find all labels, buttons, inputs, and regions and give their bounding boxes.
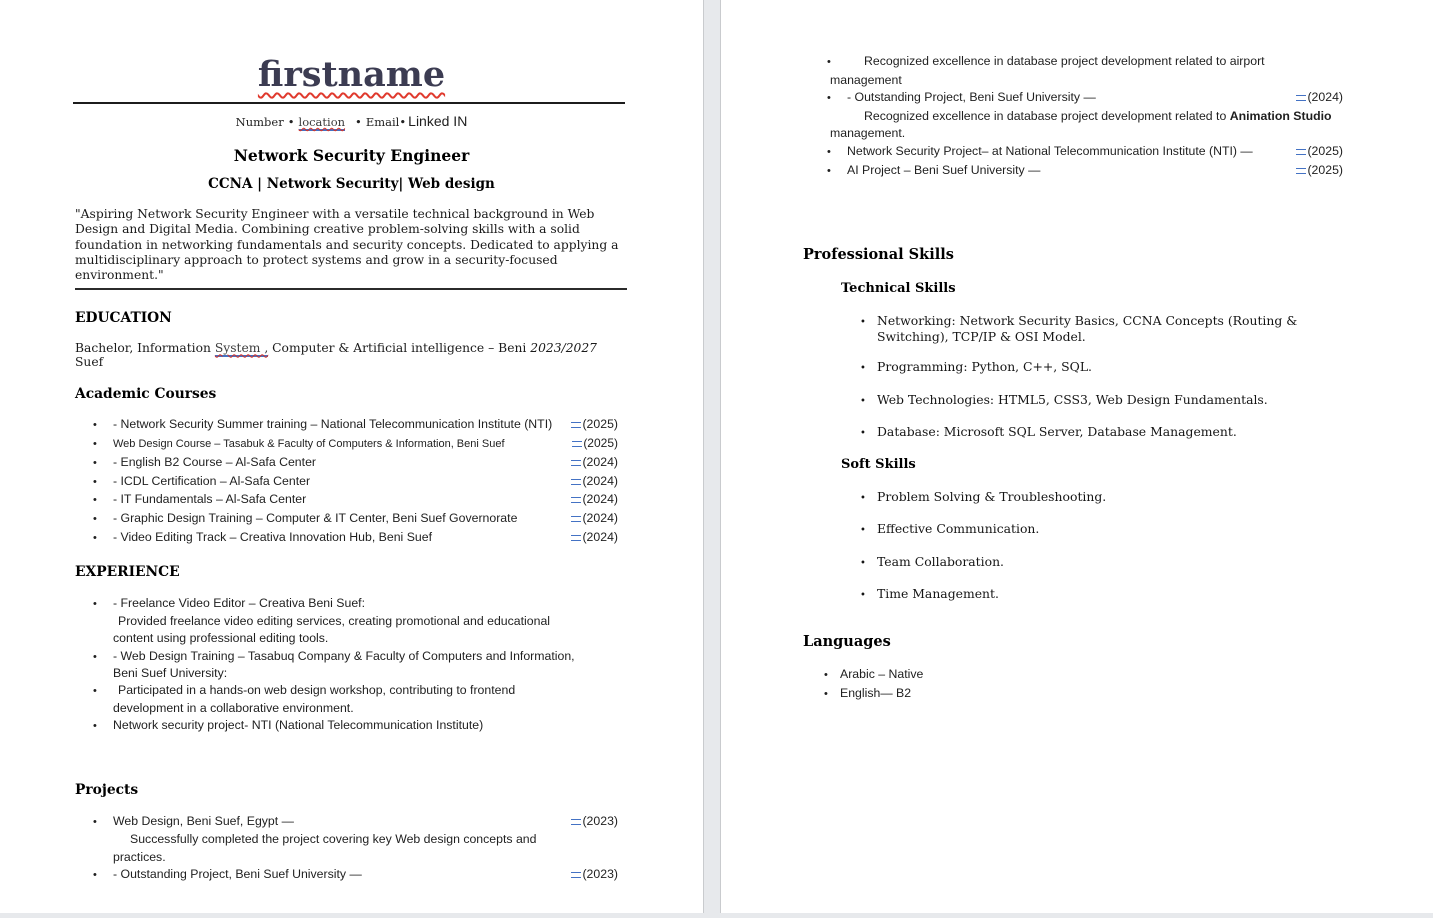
contact-separator: •: [355, 115, 362, 129]
contact-separator: •: [287, 115, 295, 129]
list-item: • Network Security Project– at National Telecommunication Institute (NTI) — (2025): [721, 143, 1433, 162]
soft-skills-heading: Soft Skills: [841, 456, 916, 472]
project-detail: management: [830, 72, 902, 87]
tracked-change-mark: [571, 497, 581, 503]
list-item: • Networking: Network Security Basics, CCNA Concepts (Routing & Switching), TCP/IP & OSI Model.: [860, 313, 1298, 344]
course-year: (2024): [582, 454, 618, 469]
degree-prefix: Bachelor, Information: [75, 341, 215, 356]
education-heading: EDUCATION: [75, 310, 172, 327]
contact-location-link[interactable]: location: [298, 115, 346, 129]
education-years: 2023/2027: [530, 341, 597, 356]
bullet-marker: •: [93, 598, 97, 611]
bullet-marker: •: [93, 494, 97, 507]
bullet-marker: •: [93, 438, 97, 451]
list-item: • Arabic – Native: [824, 665, 1433, 684]
list-item: • Database: Microsoft SQL Server, Database Management.: [860, 424, 1353, 442]
projects-heading: Projects: [75, 781, 139, 798]
bullet-marker: •: [827, 92, 831, 105]
bullet-marker: •: [93, 531, 97, 544]
bullet-marker: •: [860, 428, 866, 440]
tracked-change-mark: [571, 479, 581, 485]
project-detail: management.: [830, 126, 906, 141]
bold-highlight: Animation Studio: [1229, 108, 1332, 123]
list-item: • Network security project- NTI (National Telecommunication Institute): [93, 717, 643, 735]
list-item: • - Outstanding Project, Beni Suef University — (2024): [721, 89, 1433, 108]
list-item: • Programming: Python, C++, SQL.: [860, 359, 1353, 377]
job-title: Network Security Engineer: [233, 146, 470, 165]
list-item: • English— B2: [824, 684, 1433, 703]
contact-line: [0, 113, 703, 129]
degree-suffix: Computer & Artificial intelligence – Beni Suef: [75, 341, 527, 370]
bullet-marker: •: [93, 456, 97, 469]
languages-list: [824, 665, 1433, 703]
project-year: (2025): [1307, 162, 1343, 177]
bullet-marker: •: [93, 720, 97, 733]
list-item: • Team Collaboration.: [860, 554, 1353, 572]
list-item: • - Graphic Design Training – Computer & IT Center, Beni Suef Governorate (2024): [93, 510, 618, 529]
tracked-change-mark: [571, 516, 581, 522]
list-item: • - ICDL Certification – Al-Safa Center (2024): [93, 473, 618, 492]
experience-heading: EXPERIENCE: [75, 564, 180, 581]
bullet-marker: •: [860, 395, 866, 407]
education-entry: [75, 341, 597, 369]
list-item: • Participated in a hands-on web design workshop, contributing to frontend development in a collaborative environment.: [93, 683, 516, 715]
bullet-marker: •: [824, 687, 828, 700]
list-item: • - Web Design Training – Tasabuq Company & Faculty of Computers and Information, Beni Suef University:: [93, 648, 575, 681]
bullet-marker: •: [93, 685, 97, 698]
experience-list: [93, 595, 643, 735]
list-item: • Web Technologies: HTML5, CSS3, Web Design Fundamentals.: [860, 392, 1353, 410]
summary-paragraph: "Aspiring Network Security Engineer with a versatile technical background in Web Design and Digital Media. Combining creative problem-solving skills with a solid foundation in networking fundamentals and security concepts. Dedicated to applying a multidisciplinary approach to protect systems and grow in a security-focused environment.": [75, 207, 627, 290]
contact-linkedin[interactable]: Linked IN: [408, 113, 468, 129]
bullet-marker: •: [93, 650, 97, 663]
bullet-marker: •: [824, 668, 828, 681]
project-year: (2025): [1307, 143, 1343, 158]
course-year: (2024): [582, 511, 618, 525]
tracked-change-mark: [571, 819, 581, 825]
tracked-change-mark: [571, 422, 581, 428]
contact-email: Email: [365, 115, 400, 129]
project-detail: Recognized excellence in database project development related to Animation Studio: [864, 108, 1332, 123]
resume-page-2[interactable]: [720, 0, 1433, 913]
list-item: • Time Management.: [860, 586, 1353, 604]
candidate-name-text: firstname: [257, 54, 446, 95]
bullet-marker: •: [860, 317, 866, 329]
list-item: • AI Project – Beni Suef University — (2025): [721, 162, 1433, 181]
header-divider: [73, 102, 625, 104]
bullet-marker: •: [860, 590, 866, 602]
skills-tagline: CCNA | Network Security| Web design: [208, 176, 495, 192]
bullet-marker: •: [860, 363, 866, 375]
bullet-marker: •: [93, 513, 97, 525]
course-year: (2025): [583, 436, 618, 451]
tracked-change-mark: [1296, 168, 1306, 174]
project-year: (2024): [1307, 90, 1343, 105]
list-item: • - Network Security Summer training – National Telecommunication Institute (NTI) (2025): [93, 416, 618, 435]
project-year: (2023): [582, 867, 618, 882]
bullet-marker: •: [93, 475, 97, 488]
bullet-marker: •: [93, 419, 97, 432]
bullet-marker: •: [860, 492, 866, 504]
list-item: • - English B2 Course – Al-Safa Center (2024): [93, 454, 618, 473]
list-item: • Recognized excellence in database project development related to airport: [721, 53, 1433, 72]
candidate-name: [0, 54, 703, 95]
tracked-change-mark: [1296, 95, 1306, 101]
list-item: • Effective Communication.: [860, 521, 1353, 539]
technical-skills-heading: Technical Skills: [841, 281, 956, 297]
contact-number: Number: [235, 115, 284, 129]
list-item: • Problem Solving & Troubleshooting.: [860, 489, 1353, 507]
degree-link[interactable]: System ,: [214, 341, 269, 356]
bullet-marker: •: [860, 525, 866, 537]
bullet-marker: •: [827, 164, 831, 177]
course-year: (2025): [582, 417, 618, 432]
bullet-marker: •: [93, 869, 97, 882]
course-year: (2024): [582, 473, 618, 488]
tracked-change-mark: [572, 441, 582, 447]
tracked-change-mark: [571, 535, 581, 541]
projects-continued-list: [721, 53, 1433, 180]
project-detail: Successfully completed the project covering key Web design concepts and: [130, 832, 537, 847]
languages-heading: Languages: [803, 632, 891, 650]
resume-page-1[interactable]: [0, 0, 704, 913]
list-item: • - Outstanding Project, Beni Suef University — (2023): [93, 866, 618, 885]
project-year: (2023): [582, 813, 618, 828]
bullet-marker: •: [860, 557, 866, 569]
technical-skills-list: [860, 313, 1353, 442]
academic-courses-heading: Academic Courses: [75, 386, 217, 403]
list-item: • - IT Fundamentals – Al-Safa Center (2024): [93, 491, 618, 510]
course-year: (2024): [582, 529, 618, 544]
list-item: • Web Design, Beni Suef, Egypt — (2023): [93, 813, 618, 832]
course-year: (2024): [582, 492, 618, 507]
professional-skills-heading: Professional Skills: [803, 246, 954, 264]
tracked-change-mark: [571, 872, 581, 878]
bullet-marker: •: [827, 56, 831, 68]
tracked-change-mark: [1296, 149, 1306, 155]
contact-separator: •: [399, 115, 407, 129]
list-item: • - Video Editing Track – Creativa Innovation Hub, Beni Suef (2024): [93, 529, 618, 548]
projects-list: [93, 813, 618, 885]
bullet-marker: •: [827, 145, 831, 158]
academic-courses-list: [93, 416, 618, 547]
project-detail: practices.: [113, 849, 166, 864]
list-item: • Web Design Course – Tasabuk & Faculty of Computers & Information, Beni Suef (2025): [93, 435, 618, 454]
list-item: • - Freelance Video Editor – Creativa Beni Suef: Provided freelance video editing services, creating promotional and educational content using professional editing tools.: [93, 596, 551, 646]
bullet-marker: •: [93, 815, 97, 828]
soft-skills-list: [860, 489, 1353, 604]
tracked-change-mark: [571, 460, 581, 466]
